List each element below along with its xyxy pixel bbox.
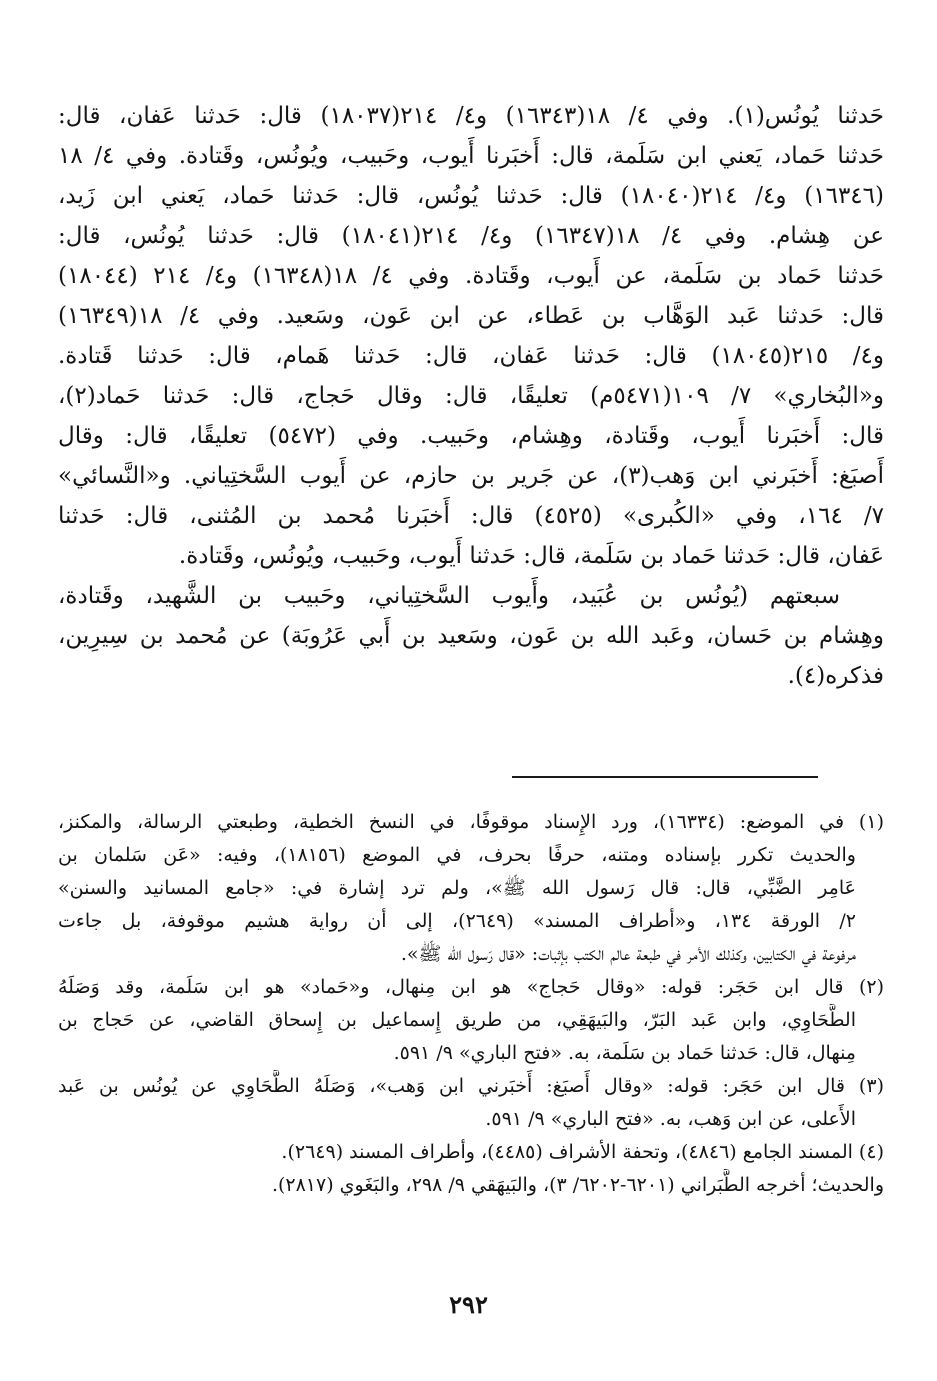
- footnote-3-line: الأَعلى، عن ابن وَهب، به. «فتح الباري» ٩/ ٥٩١.: [485, 1108, 856, 1130]
- footnote-2-line: الطَّحَاوِي، وابن عَبد البَرّ، والبَيهَقِي، من طريق إِسماعيل بن إِسحاق القاضي، عن حَجاج بن: [58, 1009, 856, 1031]
- footnote-2-line: (٢) قال ابن حَجَر: قوله: «وقال حَجاج» هو ابن مِنهال، و«حَماد» هو ابن سَلَمة، وقد وَصَلَهُ: [58, 976, 884, 998]
- footnote-1-line: ٢/ الورقة ١٣٤، و«أطراف المسند» (٢٦٤٩)، إلى أن رواية هشيم موقوفة، بل جاءت: [58, 910, 857, 932]
- footnotes-block: [58, 806, 884, 1202]
- text-line: ٧/ ١٦٤، وفي «الكُبرى» (٤٥٢٥) قال: أَخبَرنا مُحمد بن المُثنى، قال: حَدثنا: [58, 503, 884, 529]
- text-line: قال: أَخبَرنا أَيوب، وقَتادة، وهِشام، وحَبيب. وفي (٥٤٧٢) تعليقًا، قال: وقال: [58, 423, 884, 449]
- text-line: وهِشام بن حَسان، وعَبد الله بن عَون، وسَعيد بن أَبي عَرُوبَة) عن مُحمد بن سِيرِين،: [58, 623, 884, 649]
- text-line: عَفان، قال: حَدثنا حَماد بن سَلَمة، قال: حَدثنا أَيوب، وحَبيب، ويُونُس، وقَتادة.: [178, 543, 884, 569]
- main-text-block: [58, 96, 884, 696]
- text-line: و٤/ ٢١٥(١٨٠٤٥) قال: حَدثنا عَفان، قال: حَدثنا هَمام، قال: حَدثنا قَتادة.: [58, 343, 884, 369]
- footnote-2-line: مِنهال، قال: حَدثنا حَماد بن سَلَمة، به. «فتح الباري» ٩/ ٥٩١.: [393, 1042, 856, 1064]
- footnote-1-line: مرفوعة في الكتابين، وكذلك الأمر في طبعة عالم الكتب بإثبات: «قال رَسول الله ﷺ».: [400, 943, 856, 965]
- footnote-divider: [512, 776, 818, 778]
- text-line: حَدثنا حَماد، يَعني ابن سَلَمة، قال: أَخبَرنا أَيوب، وحَبيب، ويُونُس، وقَتادة. وفي ٤/ ١٨: [58, 143, 884, 169]
- text-line: عن هِشام. وفي ٤/ ١٨(١٦٣٤٧) و٤/ ٢١٤(١٨٠٤١) قال: حَدثنا يُونُس، قال:: [58, 223, 884, 249]
- footnote-3-line: (٣) قال ابن حَجَر: قوله: «وقال أَصبَغ: أَخبَرني ابن وَهب»، وَصَلَهُ الطَّحَاوِي عن يُونُس بن عَبد: [58, 1075, 884, 1097]
- footnote-1-line: عَامِر الضَّبِّي، قال: قال رَسول الله ﷺ»، ولم ترد إشارة في: «جامع المسانيد والسنن»: [58, 877, 856, 899]
- footnote-1-line: (١) في الموضع: (١٦٣٣٤)، ورد الإِسناد موقوفًا، في النسخ الخطية، وطبعتي الرسالة، والمكنز،: [58, 811, 884, 833]
- footnote-4-line: (٤) المسند الجامع (٤٨٤٦)، وتحفة الأشراف (٤٤٨٥)، وأطراف المسند (٢٦٤٩).: [281, 1141, 884, 1163]
- text-line: فذكره(٤).: [787, 663, 884, 689]
- text-line: حَدثنا يُونُس(١). وفي ٤/ ١٨(١٦٣٤٣) و٤/ ٢١٤(١٨٠٣٧) قال: حَدثنا عَفان، قال:: [58, 103, 884, 129]
- text-line: حَدثنا حَماد بن سَلَمة، عن أَيوب، وقَتادة. وفي ٤/ ١٨(١٦٣٤٨) و٤/ ٢١٤ (١٨٠٤٤): [58, 263, 884, 289]
- footnote-4-line: والحديث؛ أخرجه الطَّبَراني (٦٢٠١-٦٢٠٢/ ٣)، والبَيهَقي ٩/ ٢٩٨، والبَغَوي (٢٨١٧).: [271, 1174, 884, 1196]
- page-number: ٢٩٢: [449, 1290, 488, 1319]
- text-line: و«البُخاري» ٧/ ١٠٩(٥٤٧١م) تعليقًا، قال: وقال حَجاج، قال: حَدثنا حَماد(٢)،: [58, 383, 884, 409]
- paragraph-start-line: سبعتهم (يُونُس بن عُبَيد، وأَيوب السَّختِياني، وحَبيب بن الشَّهيد، وقَتادة،: [58, 583, 840, 609]
- text-line: قال: حَدثنا عَبد الوَهَّاب بن عَطاء، عن ابن عَون، وسَعيد. وفي ٤/ ١٨(١٦٣٤٩): [58, 303, 884, 329]
- footnote-1-line: والحديث تكرر بإسناده ومتنه، حرفًا بحرف، في الموضع (١٨١٥٦)، وفيه: «عَن سَلمان بن: [58, 844, 856, 866]
- text-line: (١٦٣٤٦) و٤/ ٢١٤(١٨٠٤٠) قال: حَدثنا يُونُس، قال: حَدثنا حَماد، يَعني ابن زَيد،: [58, 183, 884, 209]
- text-line: أَصبَغ: أَخبَرني ابن وَهب(٣)، عن جَرير بن حازم، عن أَيوب السَّختِياني. و«النَّسائي»: [58, 463, 884, 489]
